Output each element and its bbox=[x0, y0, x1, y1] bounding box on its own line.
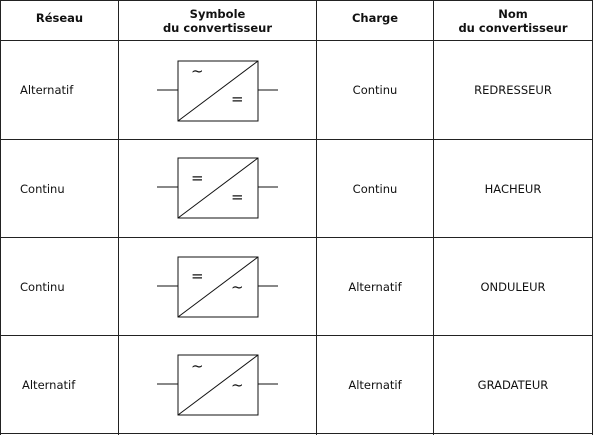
row-3-reseau bbox=[20, 238, 118, 335]
row-4-nom-text: GRADATEUR bbox=[477, 377, 549, 392]
row-1-charge bbox=[317, 41, 433, 139]
header-symbole-line2: du convertisseur bbox=[162, 20, 273, 35]
row-3-nom bbox=[434, 238, 592, 335]
row-2-reseau bbox=[20, 140, 118, 237]
converter-symbol-3 bbox=[157, 256, 279, 318]
row-1-input-symbol: ~ bbox=[191, 62, 204, 80]
row-2-charge-text: Continu bbox=[352, 181, 398, 196]
row-2-charge bbox=[317, 140, 433, 237]
header-charge-label: Charge bbox=[351, 11, 399, 25]
row-3-output-symbol: ~ bbox=[231, 278, 244, 296]
row-4-reseau-text: Alternatif bbox=[22, 377, 76, 392]
row-1-nom bbox=[434, 41, 592, 139]
table-border-bottom bbox=[0, 433, 593, 434]
header-symbole bbox=[119, 1, 316, 40]
header-symbole-line1: Symbole bbox=[189, 6, 246, 21]
row-1-reseau-text: Alternatif bbox=[20, 83, 74, 97]
table-col-divider bbox=[118, 0, 119, 435]
row-3-nom-text: ONDULEUR bbox=[480, 279, 546, 294]
converter-symbol-2 bbox=[157, 157, 279, 219]
row-4-nom bbox=[434, 336, 592, 433]
row-2-output-symbol: = bbox=[231, 188, 244, 206]
header-reseau-label: Réseau bbox=[35, 11, 84, 25]
header-charge bbox=[317, 1, 433, 35]
row-2-reseau-text: Continu bbox=[20, 181, 65, 196]
converter-symbol-1 bbox=[157, 60, 279, 122]
row-3-input-symbol: = bbox=[191, 267, 204, 285]
converter-symbol-4 bbox=[157, 354, 279, 416]
row-3-charge bbox=[317, 238, 433, 335]
header-nom-line2: du convertisseur bbox=[458, 20, 568, 35]
row-3-charge-text: Alternatif bbox=[348, 279, 402, 294]
row-1-charge-text: Continu bbox=[352, 83, 398, 97]
table-border-left bbox=[0, 0, 1, 435]
row-1-nom-text: REDRESSEUR bbox=[474, 83, 552, 97]
row-4-charge bbox=[317, 336, 433, 433]
row-4-charge-text: Alternatif bbox=[348, 377, 402, 392]
row-1-reseau bbox=[20, 41, 118, 139]
row-3-reseau-text: Continu bbox=[20, 279, 65, 294]
table-border-right bbox=[592, 0, 593, 435]
row-1-output-symbol: = bbox=[231, 90, 244, 108]
header-nom-line1: Nom bbox=[498, 6, 528, 21]
header-nom bbox=[434, 1, 592, 40]
row-4-reseau bbox=[22, 336, 118, 433]
row-2-nom bbox=[434, 140, 592, 237]
row-4-input-symbol: ~ bbox=[191, 357, 204, 375]
row-4-output-symbol: ~ bbox=[231, 376, 244, 394]
row-2-input-symbol: = bbox=[191, 169, 204, 187]
header-reseau bbox=[1, 1, 118, 35]
row-2-nom-text: HACHEUR bbox=[484, 181, 542, 196]
